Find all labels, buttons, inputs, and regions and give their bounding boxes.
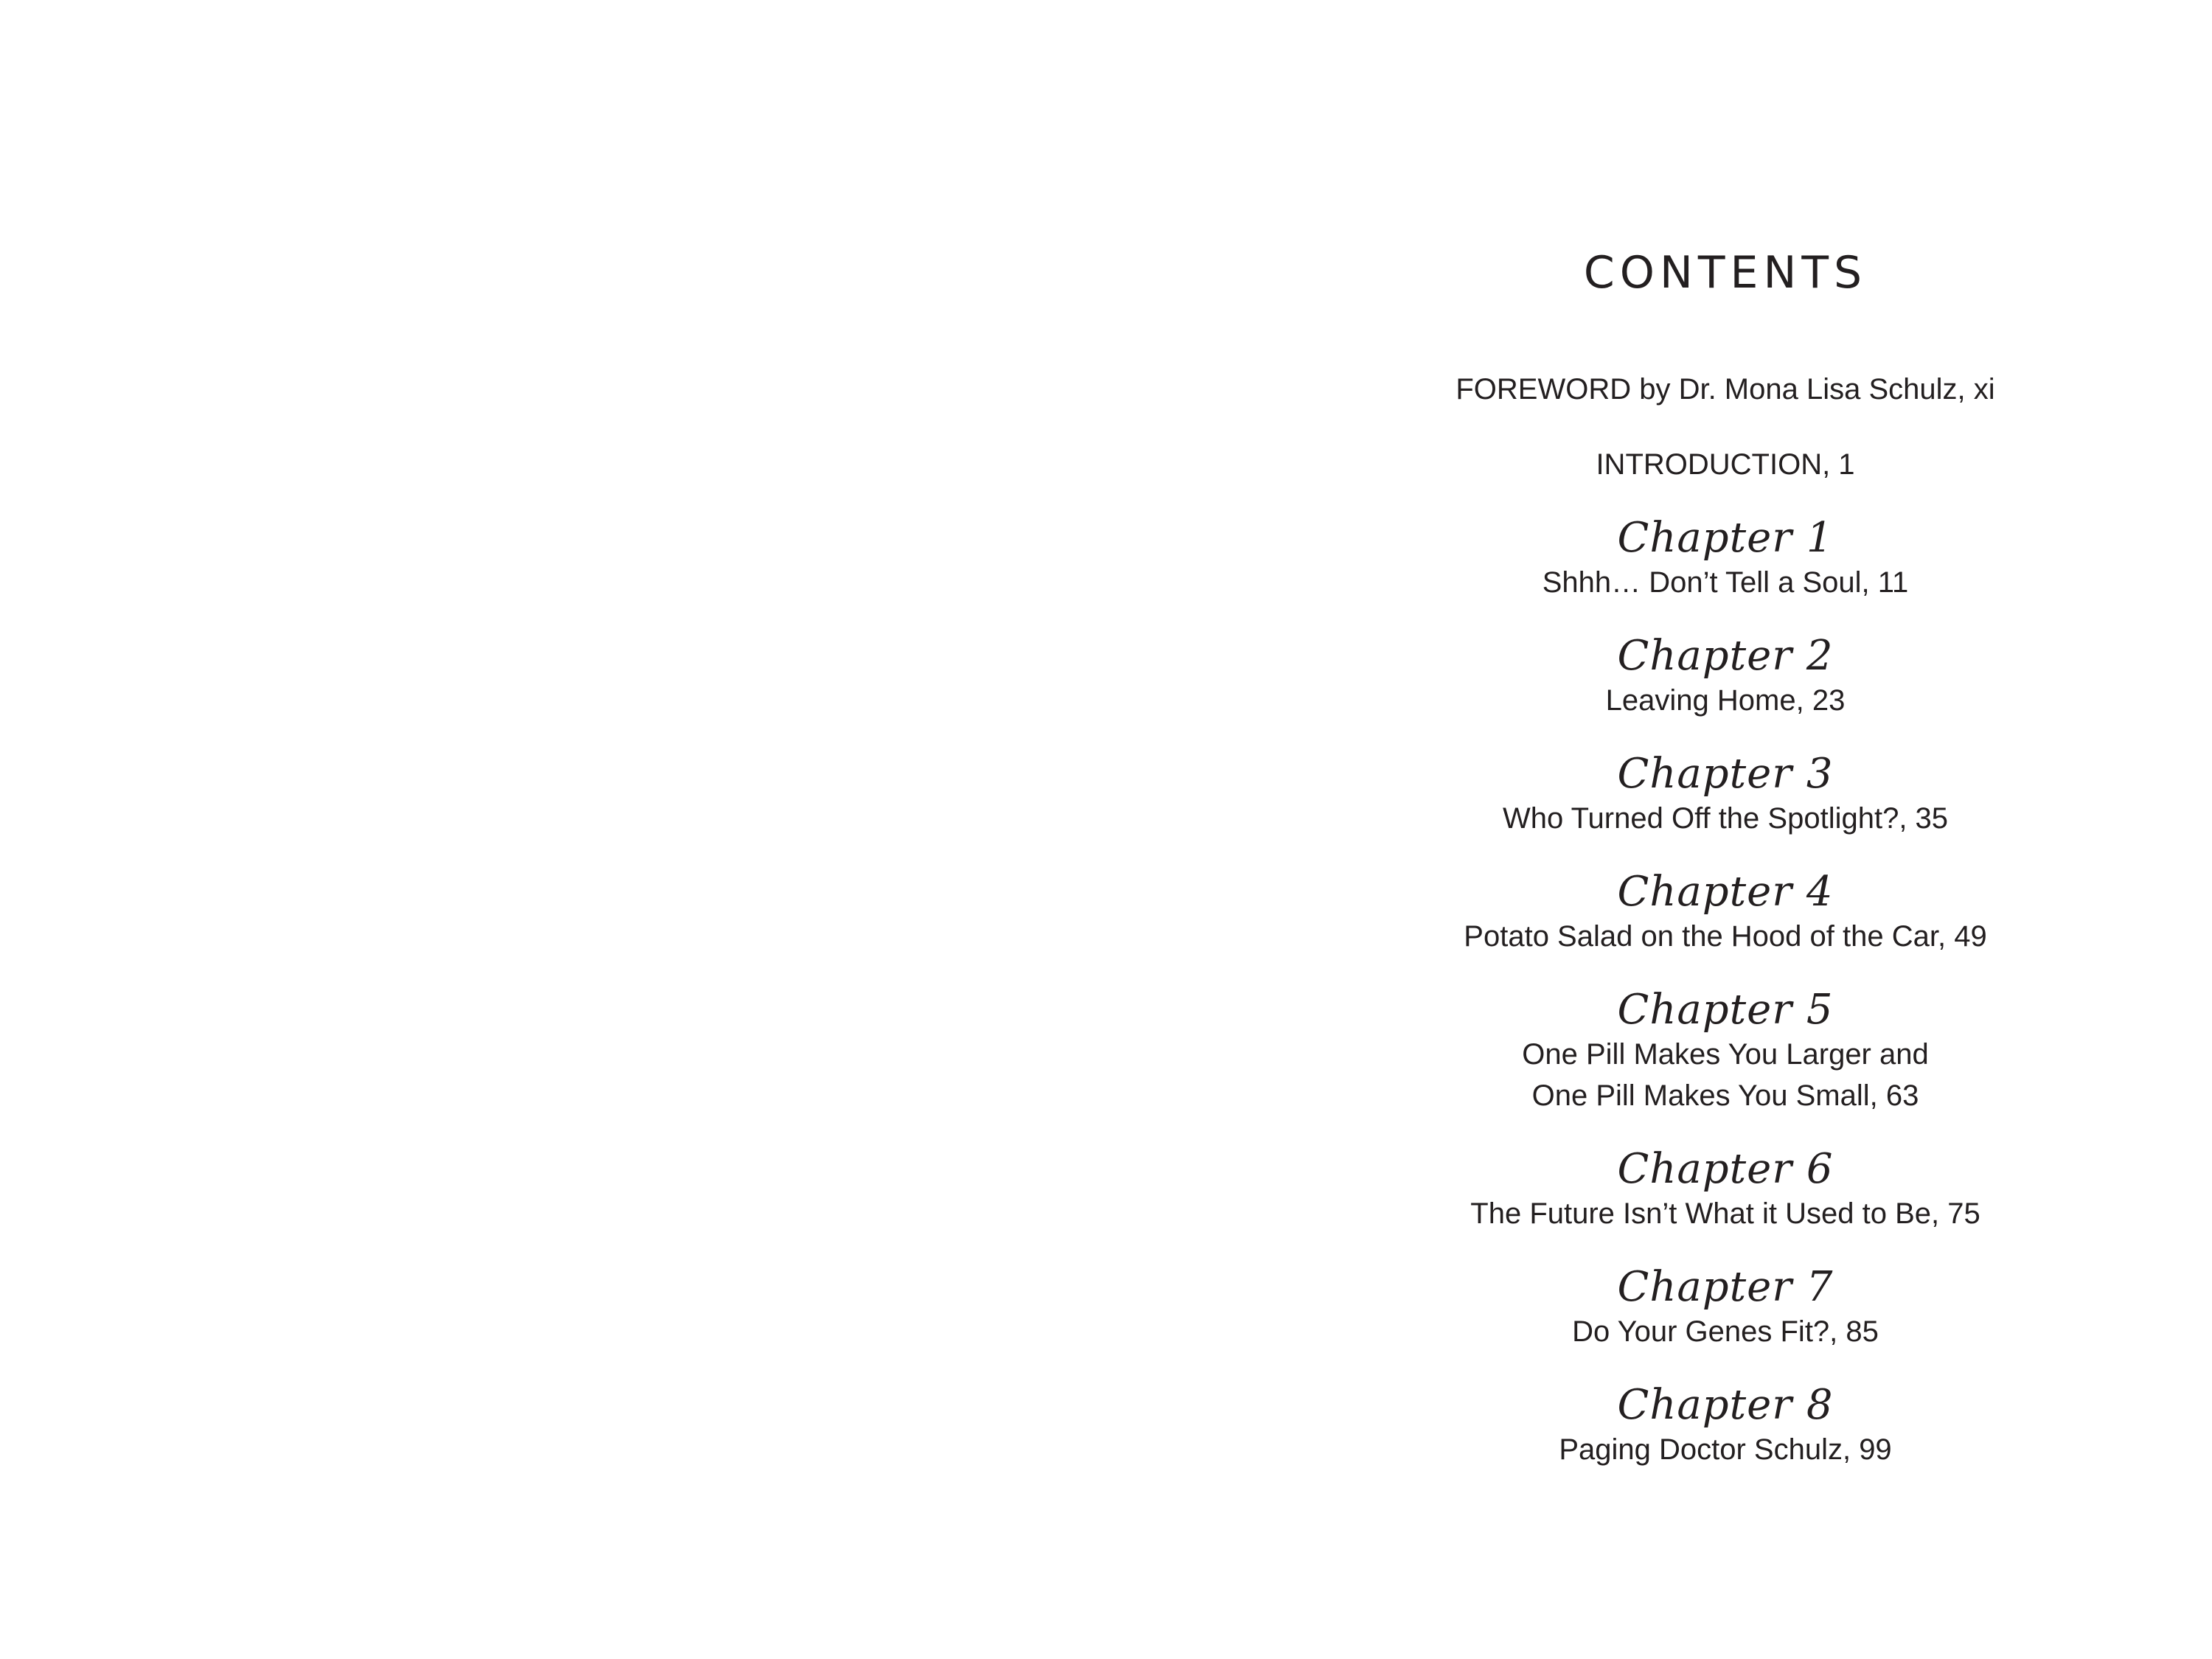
chapter-title: Potato Salad on the Hood of the Car, 49 [1464, 920, 1987, 953]
toc-entry-chapter-1 [1408, 515, 2042, 603]
chapter-title: Paging Doctor Schulz, 99 [1559, 1433, 1892, 1466]
contents-heading: CONTENTS [1583, 247, 1868, 299]
chapter-label: Chapter 7 [1617, 1263, 1834, 1311]
chapter-label: Chapter 8 [1617, 1381, 1834, 1429]
chapter-label: Chapter 6 [1617, 1145, 1834, 1193]
chapter-title: Leaving Home, 23 [1605, 684, 1846, 717]
toc-entry-chapter-5 [1408, 987, 2042, 1116]
chapter-label: Chapter 2 [1617, 632, 1834, 680]
toc-entry-foreword: FOREWORD by Dr. Mona Lisa Schulz, xi [1455, 373, 1995, 406]
toc-entry-chapter-7 [1408, 1264, 2042, 1352]
chapter-title-line-1: One Pill Makes You Larger and [1522, 1038, 1929, 1071]
table-of-contents [1408, 243, 2042, 1470]
chapter-title: Shhh… Don’t Tell a Soul, 11 [1542, 566, 1909, 599]
chapter-title-line-2: One Pill Makes You Small, 63 [1531, 1079, 1919, 1112]
chapter-title: The Future Isn’t What it Used to Be, 75 [1470, 1197, 1980, 1230]
chapter-label: Chapter 3 [1617, 750, 1834, 798]
chapter-label: Chapter 5 [1617, 986, 1834, 1034]
contents-page [1106, 0, 2212, 1659]
toc-entry-chapter-3 [1408, 751, 2042, 839]
chapter-title: Do Your Genes Fit?, 85 [1572, 1315, 1879, 1348]
toc-entry-chapter-4 [1408, 869, 2042, 957]
toc-entry-introduction: INTRODUCTION, 1 [1596, 448, 1855, 481]
chapter-label: Chapter 4 [1617, 868, 1834, 916]
chapter-title: Who Turned Off the Spotlight?, 35 [1502, 802, 1949, 835]
toc-entry-chapter-2 [1408, 633, 2042, 721]
toc-entry-chapter-8 [1408, 1382, 2042, 1470]
chapter-label: Chapter 1 [1617, 514, 1834, 562]
toc-entry-chapter-6 [1408, 1146, 2042, 1234]
